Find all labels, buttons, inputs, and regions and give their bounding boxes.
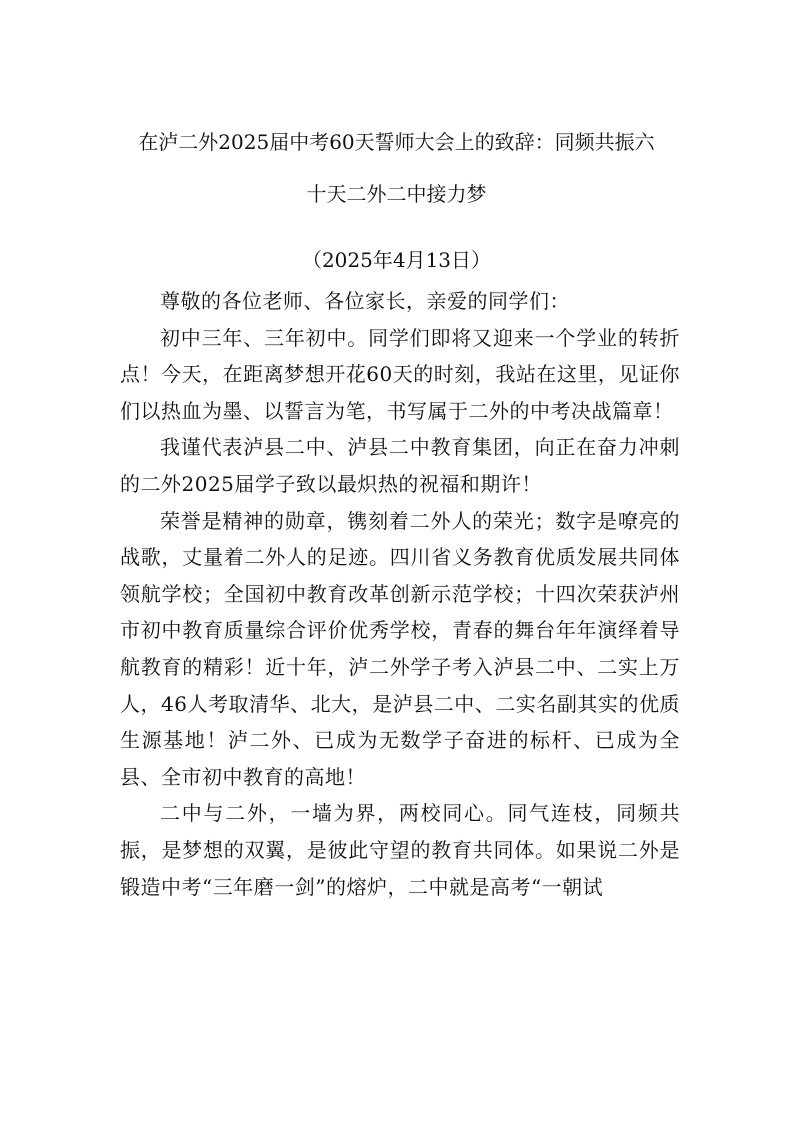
body-paragraph: 我谨代表泸县二中、泸县二中教育集团，向正在奋力冲刺的二外2025届学子致以最炽热的祝福和期许！ <box>120 435 680 496</box>
body-paragraph: 初中三年、三年初中。同学们即将又迎来一个学业的转折点！今天，在距离梦想开花60天的时刻，我站在这里，见证你们以热血为墨、以誓言为笔，书写属于二外的中考决战篇章！ <box>120 325 680 423</box>
body-paragraph: 荣誉是精神的勋章，镌刻着二外人的荣光；数字是嘹亮的战歌，丈量着二外人的足迹。四川省义务教育优质发展共同体领航学校；全国初中教育改革创新示范学校；十四次荣获泸州市初中教育质量综合评价优秀学校，青春的舞台年年演绎着导航教育的精彩！近十年，泸二外学子考入泸县二中、二实上万人，46人考取清华、北大，是泸县二中、二实名副其实的优质生源基地！泸二外、已成为无数学子奋进的标杆、已成为全县、全市初中教育的高地！ <box>120 508 680 789</box>
speech-date: （2025年4月13日） <box>301 248 492 272</box>
document-title-line-2: 十天二外二中接力梦 <box>306 182 487 206</box>
speech-body <box>120 283 680 905</box>
salutation-paragraph: 尊敬的各位老师、各位家长，亲爱的同学们： <box>160 289 570 313</box>
body-paragraph: 二中与二外，一墙为界，两校同心。同气连枝，同频共振，是梦想的双翼，是彼此守望的教育共同体。如果说二外是锻造中考“三年磨一剑”的熔炉，二中就是高考“一朝试 <box>120 801 680 899</box>
document-title-line-1: 在泸二外2025届中考60天誓师大会上的致辞：同频共振六 <box>138 130 655 154</box>
